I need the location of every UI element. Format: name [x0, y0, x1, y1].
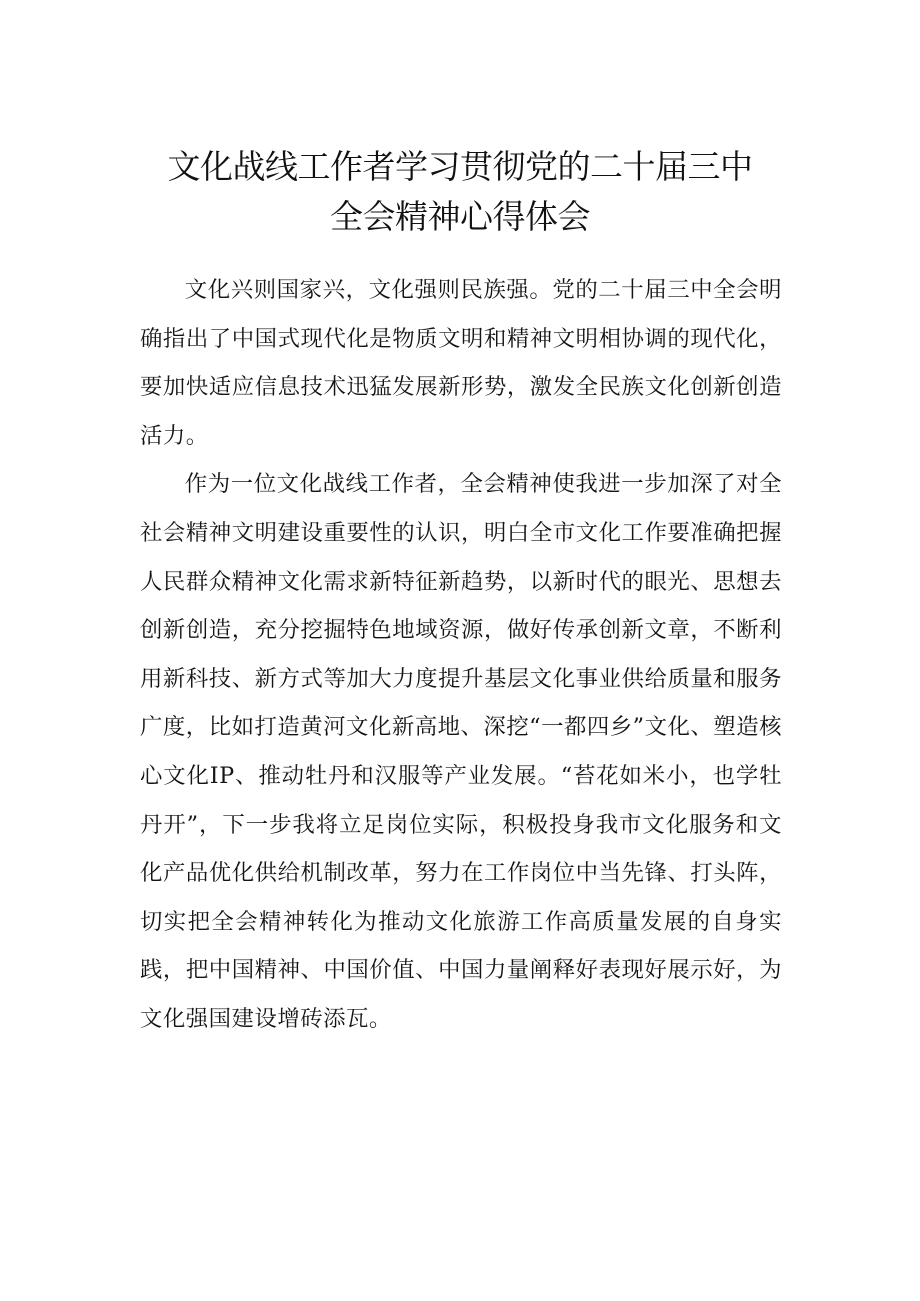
document-title [140, 142, 780, 242]
paragraph-2: 作为一位文化战线工作者，全会精神使我进一步加深了对全社会精神文明建设重要性的认识，明白全市文化工作要准确把握人民群众精神文化需求新特征新趋势，以新时代的眼光、思想去创新创造，充分挖掘特色地域资源，做好传承创新文章，不断利用新科技、新方式等加大力度提升基层文化事业供给质量和服务广度，比如打造黄河文化新高地、深挖“一都四乡”文化、塑造核心文化IP、推动牡丹和汉服等产业发展。“苔花如米小，也学牡丹开”，下一步我将立足岗位实际，积极投身我市文化服务和文化产品优化供给机制改革，努力在工作岗位中当先锋、打头阵，切实把全会精神转化为推动文化旅游工作高质量发展的自身实践，把中国精神、中国价值、中国力量阐释好表现好展示好，为文化强国建设增砖添瓦。 [140, 471, 782, 1032]
title-line-2: 全会精神心得体会 [330, 197, 590, 236]
title-line-1: 文化战线工作者学习贯彻党的二十届三中 [167, 147, 753, 186]
paragraph-1: 文化兴则国家兴，文化强则民族强。党的二十届三中全会明确指出了中国式现代化是物质文明和精神文明相协调的现代化，要加快适应信息技术迅猛发展新形势，激发全民族文化创新创造活力。 [140, 277, 782, 449]
document-body [140, 266, 782, 1044]
